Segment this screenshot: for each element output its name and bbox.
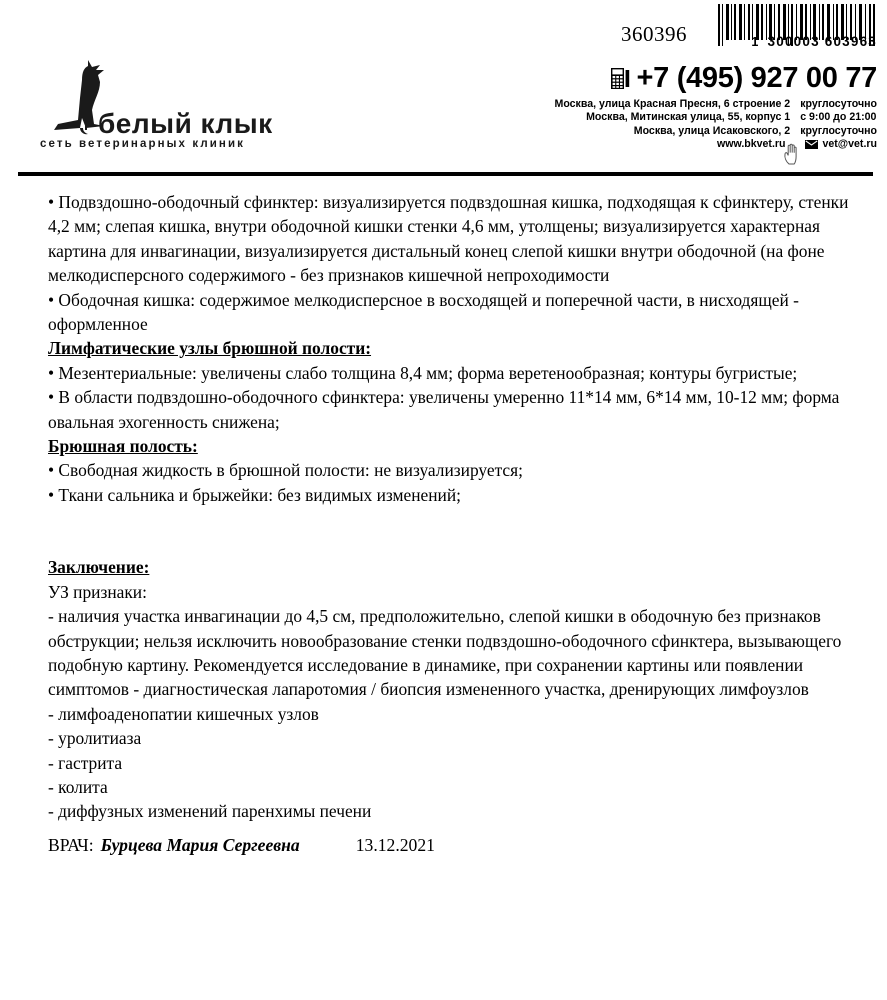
barcode-digits [701, 34, 879, 49]
phone-keypad-icon [611, 68, 630, 89]
location-row [555, 98, 878, 111]
location-address: Москва, Митинская улица, 55, корпус 1 [586, 111, 791, 124]
location-hours: с 9:00 до 21:00 [800, 111, 877, 124]
conclusion-item: - гастрита [48, 752, 123, 773]
barcode-lead-digit: 1 [751, 35, 760, 49]
locations-table [555, 98, 878, 138]
conclusion-item: - лимфоаденопатии кишечных узлов [48, 703, 319, 724]
report-body [48, 190, 856, 824]
hand-cursor-icon [782, 142, 802, 166]
website-link[interactable]: www.bkvet.ru [717, 138, 786, 151]
logo-brand-text: белый клык [98, 108, 273, 139]
contact-block [555, 64, 878, 150]
lymph-item: • Мезентериальные: увеличены слабо толщина 8,4 мм; форма веретенообразная; контуры бугристые; [48, 362, 798, 383]
location-hours: круглосуточно [800, 124, 877, 137]
email-link[interactable]: vet@vet.ru [822, 138, 877, 151]
section-spacer [48, 507, 856, 555]
barcode-main-digits: 300003 603963 [767, 34, 877, 49]
barcode [701, 4, 879, 49]
logo-tagline-text: сеть ветеринарных клиник [40, 138, 245, 150]
phone-number[interactable]: +7 (495) 927 00 77 [636, 62, 877, 94]
abdomen-item: • Ткани сальника и брыжейки: без видимых изменений; [48, 484, 462, 505]
conclusion-item: - диффузных изменений паренхимы печени [48, 801, 372, 822]
location-address: Москва, улица Красная Пресня, 6 строение 2 [554, 98, 791, 110]
location-address: Москва, улица Исаковского, 2 [633, 124, 791, 137]
phone-row [555, 64, 878, 93]
doctor-label: ВРАЧ: [48, 835, 94, 855]
envelope-icon [805, 140, 818, 149]
document-header [0, 0, 887, 172]
location-row [555, 111, 878, 124]
finding-paragraph: • Подвздошно-ободочный сфинктер: визуализируется подвздошная кишка, подходящая к сфинктеру, стенки 4,2 мм; слепая кишка, внутри ободочной кишки стенки 4,6 мм, утолщены; визуализируется характерная картина для инвагинации, визуализируется дистальный конец слепой кишки внутри ободочной (на фоне мелкодисперсного содержимого - без признаков кишечной непроходимости [48, 192, 849, 286]
conclusion-item: - уролитиаза [48, 728, 142, 749]
report-date: 13.12.2021 [355, 835, 435, 855]
section-heading-lymph-nodes: Лимфатические узлы брюшной полости: [48, 338, 372, 359]
section-heading-conclusion: Заключение: [48, 557, 150, 578]
location-hours: круглосуточно [800, 98, 877, 110]
clinic-logo [40, 58, 310, 153]
conclusion-item: - наличия участка инвагинации до 4,5 см, предположительно, слепой кишки в ободочную без признаков обструкции; нельзя исключить новообразование стенки подвздошно-ободочного сфинктера, вызывающего подобную картину. Рекомендуется исследование в динамике, при сохранении картины или появлении симптомов - диагностическая лапаротомия / биопсия измененного участка, дренирующих лимфоузлов [48, 606, 842, 700]
doctor-name: Бурцева Мария Сергеевна [100, 835, 300, 855]
location-row [555, 125, 878, 138]
abdomen-item: • Свободная жидкость в брюшной полости: не визуализируется; [48, 460, 523, 481]
header-divider [18, 172, 873, 176]
section-heading-abdominal-cavity: Брюшная полость: [48, 436, 198, 457]
lymph-item: • В области подвздошно-ободочного сфинктера: увеличены умеренно 11*14 мм, 6*14 мм, 10-12 мм; форма овальная эхогенность снижена; [48, 387, 840, 432]
finding-paragraph: • Ободочная кишка: содержимое мелкодисперсное в восходящей и поперечной части, в нисходящей - оформленное [48, 289, 799, 335]
conclusion-item: - колита [48, 776, 108, 797]
doctor-signature-line [48, 835, 435, 856]
web-contact-row [555, 138, 878, 150]
order-number: 360396 [621, 22, 687, 46]
conclusion-intro: УЗ признаки: [48, 581, 147, 602]
